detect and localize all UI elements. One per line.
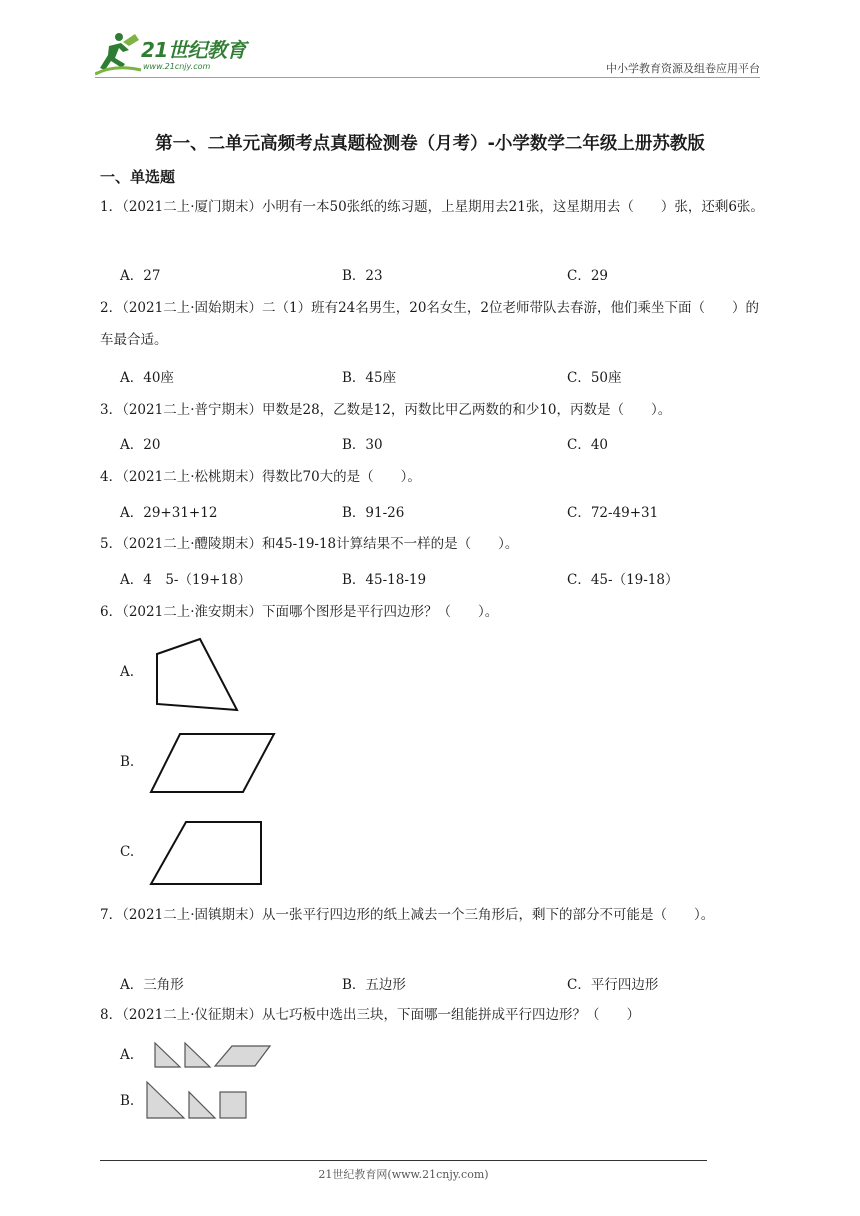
option-b[interactable]: B．五边形: [342, 977, 406, 993]
option-a[interactable]: A．29+31+12: [120, 505, 218, 521]
section-heading: 一、单选题: [100, 168, 176, 186]
quadrilateral-shape[interactable]: [150, 636, 245, 716]
logo-text: 21世纪教育: [141, 38, 246, 62]
question-8: 8．（2021二上·仪征期末）从七巧板中选出三块，下面哪一组能拼成平行四边形？（ ）: [100, 1007, 640, 1023]
option-b[interactable]: B．30: [342, 437, 383, 453]
logo: [95, 30, 265, 78]
runner-logo-icon: [95, 30, 143, 76]
question-2-options: [100, 366, 765, 388]
option-c[interactable]: C．72-49+31: [567, 505, 659, 521]
option-b[interactable]: B.: [120, 1093, 135, 1109]
option-b[interactable]: B．45-18-19: [342, 572, 427, 588]
page-header: [95, 30, 760, 78]
question-6: 6．（2021二上·淮安期末）下面哪个图形是平行四边形？（ ）。: [100, 604, 499, 620]
question-3-options: [100, 433, 765, 455]
option-c[interactable]: C．45-（19-18）: [567, 572, 679, 588]
question-4: 4．（2021二上·松桃期末）得数比70大的是（ ）。: [100, 469, 421, 485]
trapezoid-shape[interactable]: [148, 818, 266, 888]
question-4-options: [100, 501, 765, 523]
option-a[interactable]: A．三角形: [120, 977, 184, 993]
option-a[interactable]: A.: [120, 1047, 135, 1063]
question-7-options: [100, 973, 765, 995]
option-c[interactable]: C.: [120, 844, 135, 860]
tangram-set-a[interactable]: [152, 1040, 274, 1070]
option-c[interactable]: C．50座: [567, 370, 622, 386]
option-a[interactable]: A．27: [120, 268, 161, 284]
question-2: 2．（2021二上·固始期末）二（1）班有24名男生，20名女生，2位老师带队去春游，他们乘坐下面（ ）的车最合适。: [100, 300, 760, 348]
option-c[interactable]: C．40: [567, 437, 609, 453]
option-b[interactable]: B．91-26: [342, 505, 405, 521]
option-a[interactable]: A.: [120, 664, 135, 680]
option-b[interactable]: B．45座: [342, 370, 397, 386]
option-a[interactable]: A．40座: [120, 370, 174, 386]
question-5: 5．（2021二上·醴陵期末）和45-19-18计算结果不一样的是（ ）。: [100, 536, 519, 552]
page-title: 第一、二单元高频考点真题检测卷（月考）-小学数学二年级上册苏教版: [155, 134, 705, 154]
question-1: 1．（2021二上·厦门期末）小明有一本50张纸的练习题，上星期用去21张，这星期用去（ ）张，还剩6张。: [100, 199, 764, 215]
logo-url: www.21cnjy.com: [143, 62, 211, 71]
option-b[interactable]: B.: [120, 754, 135, 770]
tangram-set-b[interactable]: [144, 1078, 250, 1122]
option-c[interactable]: C．29: [567, 268, 609, 284]
option-a[interactable]: A．20: [120, 437, 161, 453]
footer-text: 21世纪教育网(www.21cnjy.com): [318, 1168, 489, 1181]
option-a[interactable]: A．4 5-（19+18）: [120, 572, 252, 588]
question-3: 3．（2021二上·普宁期末）甲数是28，乙数是12，丙数比甲乙两数的和少10，丙数是（ ）。: [100, 402, 672, 418]
question-5-options: [100, 568, 765, 590]
option-b[interactable]: B．23: [342, 268, 383, 284]
footer-divider: [100, 1160, 707, 1161]
platform-name: 中小学教育资源及组卷应用平台: [606, 62, 760, 75]
parallelogram-shape[interactable]: [148, 730, 278, 796]
question-1-options: [100, 264, 765, 286]
header-divider: [95, 77, 760, 78]
option-c[interactable]: C．平行四边形: [567, 977, 659, 993]
question-7: 7．（2021二上·固镇期末）从一张平行四边形的纸上减去一个三角形后，剩下的部分不可能是（ ）。: [100, 907, 715, 923]
